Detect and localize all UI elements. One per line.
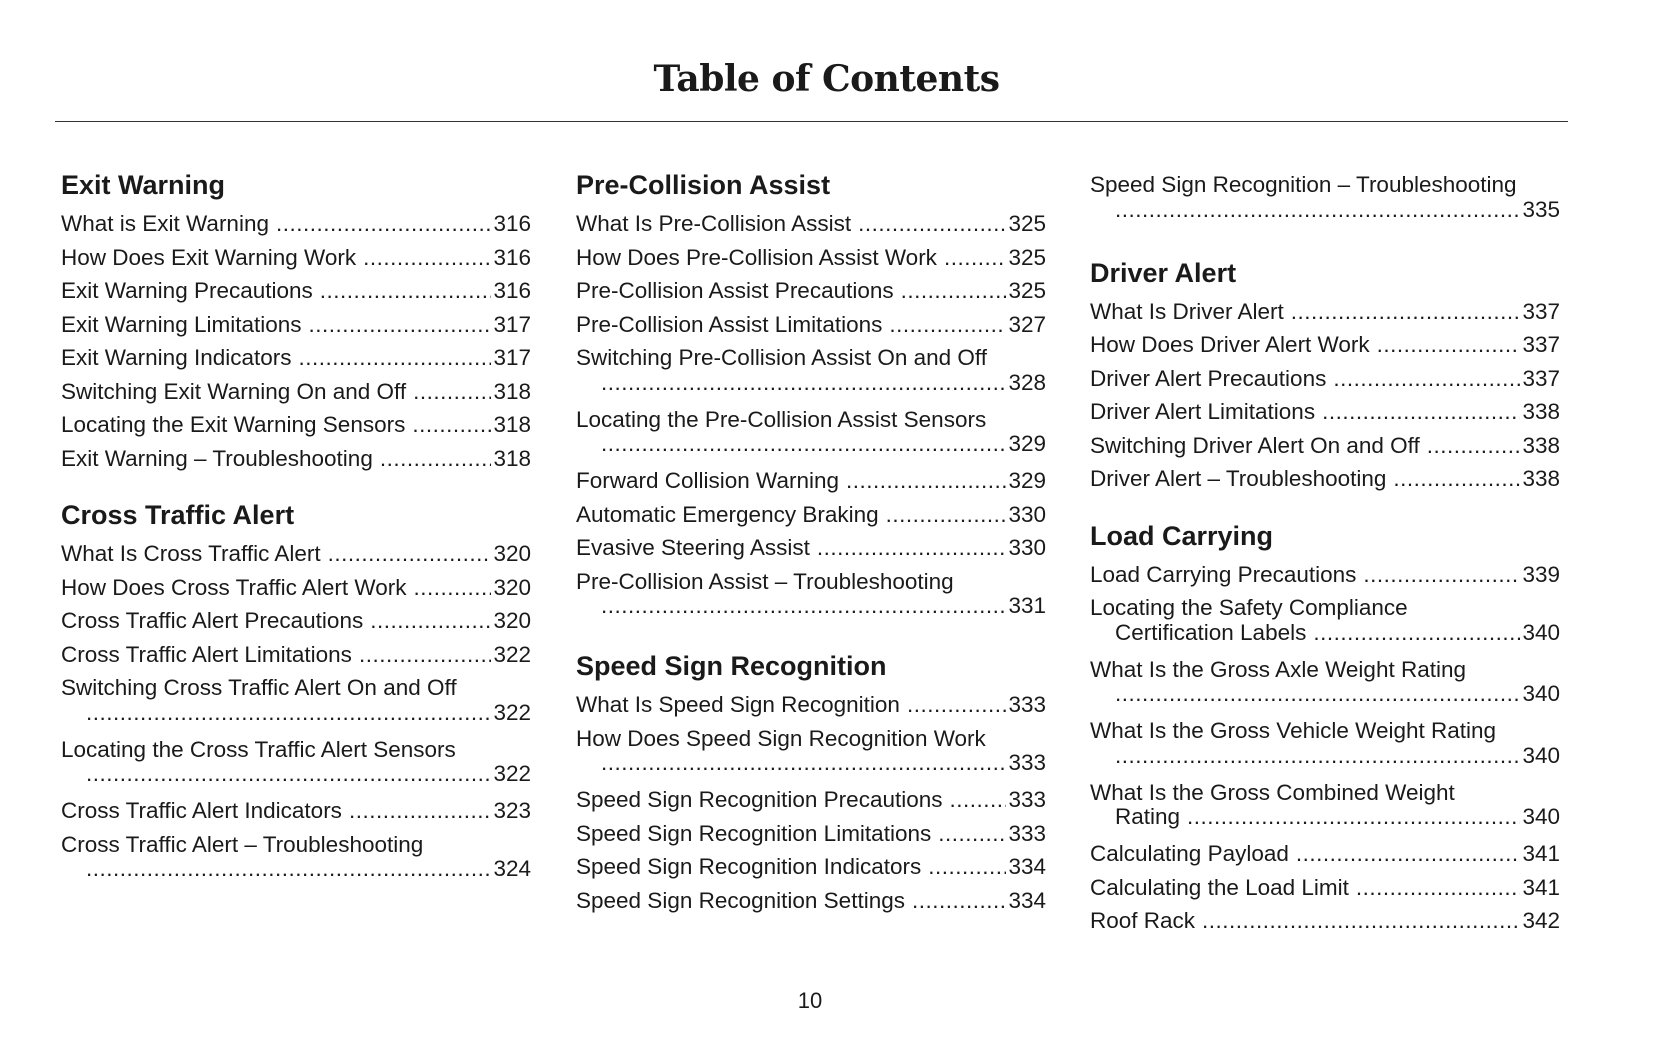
dot-leader (912, 884, 1006, 918)
toc-entry-page: 330 (1008, 501, 1046, 527)
toc-section (61, 168, 531, 475)
toc-entry[interactable] (61, 241, 531, 275)
toc-entry-page: 322 (493, 761, 531, 786)
toc-entry-page: 327 (1008, 311, 1046, 337)
dot-leader (1427, 429, 1521, 463)
toc-entry-label: Switching Pre-Collision Assist On and Off (576, 345, 988, 370)
toc-entry[interactable] (1090, 429, 1560, 463)
toc-entry-label: What Is Speed Sign Recognition (576, 692, 900, 717)
toc-entry[interactable] (576, 274, 1046, 308)
dot-leader (276, 207, 491, 241)
toc-entry-label: How Does Exit Warning Work (61, 244, 357, 270)
section-heading: Pre-Collision Assist (576, 170, 831, 200)
toc-entry-label: Locating the Exit Warning Sensors (61, 412, 406, 437)
toc-entry-label: How Does Pre-Collision Assist Work (576, 244, 937, 270)
toc-entry[interactable] (61, 571, 531, 605)
toc-entry[interactable] (576, 341, 1046, 403)
dot-leader (86, 857, 491, 881)
toc-entry-label: Load Carrying Precautions (1090, 561, 1357, 587)
dot-leader (414, 571, 492, 605)
toc-entry-page: 331 (1008, 593, 1046, 618)
toc-entry-label: Switching Exit Warning On and Off (61, 378, 407, 404)
toc-entry-label: What Is Pre-Collision Assist (576, 211, 852, 236)
dot-leader (901, 274, 1007, 308)
toc-entry[interactable] (576, 565, 1046, 627)
section-heading: Speed Sign Recognition (576, 651, 887, 681)
toc-entry-page: 335 (1522, 196, 1560, 222)
toc-entry-page: 341 (1522, 841, 1560, 866)
toc-entry[interactable] (61, 375, 531, 409)
toc-entry-label: Calculating the Load Limit (1090, 874, 1349, 900)
toc-entry[interactable] (576, 241, 1046, 275)
toc-entry[interactable] (576, 722, 1046, 784)
toc-entry[interactable] (1090, 904, 1560, 938)
toc-entry[interactable] (61, 408, 531, 442)
toc-entry-page: 337 (1522, 365, 1560, 391)
dot-leader (601, 432, 1006, 456)
toc-entry-page: 329 (1008, 431, 1046, 456)
toc-entry[interactable] (576, 308, 1046, 342)
toc-entry[interactable] (1090, 871, 1560, 905)
toc-entry-label: Driver Alert Limitations (1090, 399, 1316, 424)
toc-entry-page: 338 (1522, 466, 1560, 491)
dot-leader (944, 241, 1007, 275)
toc-entry-label: Cross Traffic Alert – Troubleshooting (61, 831, 424, 857)
toc-entry-page: 342 (1522, 908, 1560, 933)
toc-entry-page: 324 (493, 856, 531, 881)
toc-entry-label: What Is the Gross Vehicle Weight Rating (1090, 718, 1497, 743)
toc-entry[interactable] (1090, 714, 1560, 776)
toc-entry-label: Pre-Collision Assist Precautions (576, 278, 894, 303)
dot-leader (928, 850, 1006, 884)
dot-leader (1115, 682, 1520, 706)
dot-leader (299, 341, 492, 375)
toc-entry-label: Locating the Safety Compliance (1090, 595, 1408, 620)
toc-entry-label: Switching Cross Traffic Alert On and Off (61, 675, 457, 700)
dot-leader (1393, 462, 1520, 496)
toc-entry-label: Exit Warning Indicators (61, 345, 292, 370)
toc-entry-page: 338 (1522, 399, 1560, 424)
toc-entry-label: Roof Rack (1090, 908, 1196, 933)
toc-entry-page: 317 (493, 345, 531, 370)
dot-leader (86, 762, 491, 786)
dot-leader (1291, 295, 1521, 329)
toc-entry-label: Calculating Payload (1090, 841, 1289, 866)
toc-entry-label: Cross Traffic Alert Precautions (61, 608, 364, 633)
toc-entry-label: Cross Traffic Alert Limitations (61, 641, 352, 667)
toc-column-3 (1090, 168, 1560, 961)
toc-entry-page: 316 (493, 211, 531, 236)
dot-leader (1356, 871, 1521, 905)
toc-entry-label: Locating the Pre-Collision Assist Sensors (576, 406, 987, 432)
toc-entry-page: 323 (493, 798, 531, 823)
toc-entry-label: What Is the Gross Combined Weight (1090, 779, 1455, 805)
toc-entry-label: How Does Speed Sign Recognition Work (576, 725, 986, 751)
toc-entry[interactable] (1090, 776, 1560, 838)
toc-entry[interactable] (1090, 328, 1560, 362)
toc-entry-label: How Does Cross Traffic Alert Work (61, 574, 407, 600)
toc-entry-page: 340 (1522, 681, 1560, 706)
section-heading: Driver Alert (1090, 257, 1237, 288)
toc-section (576, 649, 1046, 917)
toc-entry-page: 325 (1008, 211, 1046, 236)
toc-entry-label: Automatic Emergency Braking (576, 501, 879, 527)
toc-entry[interactable] (1090, 653, 1560, 715)
toc-entry-page: 333 (1008, 750, 1046, 775)
toc-entry-page: 329 (1008, 468, 1046, 493)
section-heading: Cross Traffic Alert (61, 500, 295, 530)
toc-entry-page: 318 (493, 445, 531, 471)
toc-entry-label: Locating the Cross Traffic Alert Sensors (61, 736, 456, 762)
toc-entry-label: Speed Sign Recognition – Troubleshooting (1090, 172, 1517, 197)
section-heading: Load Carrying (1090, 520, 1274, 551)
toc-entry[interactable] (1090, 558, 1560, 592)
dot-leader (858, 207, 1006, 241)
toc-entry-label: Driver Alert Precautions (1090, 365, 1327, 391)
dot-leader (601, 751, 1006, 775)
toc-entry-label: Evasive Steering Assist (576, 535, 810, 560)
toc-entry[interactable] (576, 688, 1046, 722)
dot-leader (349, 794, 492, 828)
toc-entry-label: Speed Sign Recognition Indicators (576, 854, 922, 879)
toc-section (1090, 519, 1560, 938)
toc-entry[interactable] (576, 817, 1046, 851)
dot-leader (86, 701, 491, 725)
toc-entry[interactable] (61, 794, 531, 828)
toc-entry[interactable] (576, 884, 1046, 918)
toc-entry-label-continued: Rating (1115, 804, 1181, 829)
toc-entry[interactable] (1090, 462, 1560, 496)
toc-entry-page: 340 (1522, 619, 1560, 645)
toc-section (576, 168, 1046, 626)
dot-leader (1363, 558, 1520, 592)
toc-entry-page: 318 (493, 378, 531, 404)
toc-entry-label: Pre-Collision Assist – Troubleshooting (576, 568, 954, 594)
toc-entry-label: Pre-Collision Assist Limitations (576, 311, 883, 337)
dot-leader (1296, 837, 1521, 871)
toc-entry-label: Speed Sign Recognition Precautions (576, 787, 943, 812)
toc-entry-page: 322 (493, 699, 531, 725)
toc-entry-page: 340 (1522, 742, 1560, 768)
toc-entry-label: Cross Traffic Alert Indicators (61, 798, 342, 823)
toc-entry-page: 317 (493, 311, 531, 337)
dot-leader (412, 408, 491, 442)
toc-entry[interactable] (576, 464, 1046, 498)
toc-entry-page: 316 (493, 244, 531, 270)
toc-entry-label: Forward Collision Warning (576, 468, 840, 493)
toc-entry[interactable] (61, 308, 531, 342)
toc-entry[interactable] (61, 207, 531, 241)
toc-entry-label: What Is Cross Traffic Alert (61, 541, 321, 566)
toc-section (1090, 256, 1560, 496)
dot-leader (1115, 744, 1520, 768)
toc-entry[interactable] (1090, 168, 1560, 230)
toc-entry[interactable] (576, 403, 1046, 465)
toc-entry[interactable] (1090, 295, 1560, 329)
dot-leader (1377, 328, 1521, 362)
toc-entry-label: Exit Warning – Troubleshooting (61, 445, 373, 471)
toc-entry-page: 325 (1008, 278, 1046, 303)
dot-leader (370, 604, 491, 638)
toc-entry-page: 322 (493, 641, 531, 667)
dot-leader (1202, 904, 1520, 938)
toc-entry-page: 334 (1008, 887, 1046, 913)
dot-leader (1187, 805, 1520, 829)
page-number: 10 (797, 988, 823, 1013)
dot-leader (1115, 198, 1520, 222)
toc-entry-page: 333 (1008, 820, 1046, 846)
toc-entry-page: 333 (1008, 787, 1046, 812)
toc-entry[interactable] (576, 531, 1046, 565)
dot-leader (886, 498, 1007, 532)
toc-entry[interactable] (1090, 395, 1560, 429)
toc-entry-label: Speed Sign Recognition Settings (576, 887, 905, 913)
toc-entry-page: 320 (493, 541, 531, 566)
toc-entry[interactable] (576, 783, 1046, 817)
dot-leader (413, 375, 491, 409)
toc-entry[interactable] (61, 537, 531, 571)
toc-entry[interactable] (576, 207, 1046, 241)
toc-entry-label: Exit Warning Limitations (61, 311, 302, 337)
page-title: Table of Contents (653, 58, 1000, 100)
toc-entry[interactable] (576, 850, 1046, 884)
dot-leader (817, 531, 1007, 565)
toc-entry[interactable] (61, 341, 531, 375)
dot-leader (907, 688, 1007, 722)
toc-entry-page: 330 (1008, 535, 1046, 560)
toc-entry-label: What Is the Gross Axle Weight Rating (1090, 656, 1466, 682)
toc-entry[interactable] (1090, 837, 1560, 871)
toc-column-2 (576, 168, 1046, 940)
dot-leader (380, 442, 492, 476)
toc-entry[interactable] (1090, 362, 1560, 396)
toc-entry[interactable] (61, 638, 531, 672)
toc-entry-page: 320 (493, 608, 531, 633)
dot-leader (1313, 621, 1520, 645)
dot-leader (889, 308, 1006, 342)
toc-section (61, 498, 531, 889)
toc-entry-page: 339 (1522, 561, 1560, 587)
section-heading: Exit Warning (61, 170, 226, 200)
toc-entry-label: Switching Driver Alert On and Off (1090, 432, 1420, 458)
toc-entry-page: 333 (1008, 692, 1046, 717)
dot-leader (1333, 362, 1520, 396)
toc-entry-page: 318 (493, 412, 531, 437)
toc-column-1 (61, 168, 531, 912)
toc-entry-label: Speed Sign Recognition Limitations (576, 820, 932, 846)
toc-entry[interactable] (61, 604, 531, 638)
toc-entry-page: 328 (1008, 369, 1046, 395)
toc-entry-label: How Does Driver Alert Work (1090, 332, 1370, 357)
dot-leader (601, 594, 1006, 618)
title-divider (55, 121, 1568, 122)
toc-entry-page: 316 (493, 278, 531, 303)
toc-section (1090, 168, 1560, 230)
toc-entry-label: Exit Warning Precautions (61, 278, 313, 303)
dot-leader (846, 464, 1006, 498)
dot-leader (359, 638, 492, 672)
toc-entry-page: 338 (1522, 432, 1560, 458)
toc-entry[interactable] (61, 274, 531, 308)
toc-entry[interactable] (61, 671, 531, 733)
dot-leader (950, 783, 1007, 817)
dot-leader (328, 537, 492, 571)
toc-entry[interactable] (1090, 591, 1560, 653)
toc-entry-label-continued: Certification Labels (1115, 619, 1307, 645)
toc-entry-page: 341 (1522, 874, 1560, 900)
dot-leader (363, 241, 491, 275)
dot-leader (320, 274, 492, 308)
toc-entry[interactable] (61, 733, 531, 795)
dot-leader (938, 817, 1006, 851)
toc-entry[interactable] (61, 442, 531, 476)
toc-entry-label: Driver Alert – Troubleshooting (1090, 466, 1387, 491)
dot-leader (601, 371, 1006, 395)
toc-entry-label: What Is Driver Alert (1090, 298, 1284, 324)
toc-entry[interactable] (61, 828, 531, 890)
toc-entry[interactable] (576, 498, 1046, 532)
toc-entry-page: 340 (1522, 804, 1560, 829)
toc-entry-page: 337 (1522, 298, 1560, 324)
toc-entry-page: 337 (1522, 332, 1560, 357)
toc-entry-label: What is Exit Warning (61, 211, 269, 236)
toc-entry-page: 325 (1008, 244, 1046, 270)
dot-leader (309, 308, 492, 342)
dot-leader (1322, 395, 1520, 429)
toc-entry-page: 320 (493, 574, 531, 600)
toc-entry-page: 334 (1008, 854, 1046, 879)
